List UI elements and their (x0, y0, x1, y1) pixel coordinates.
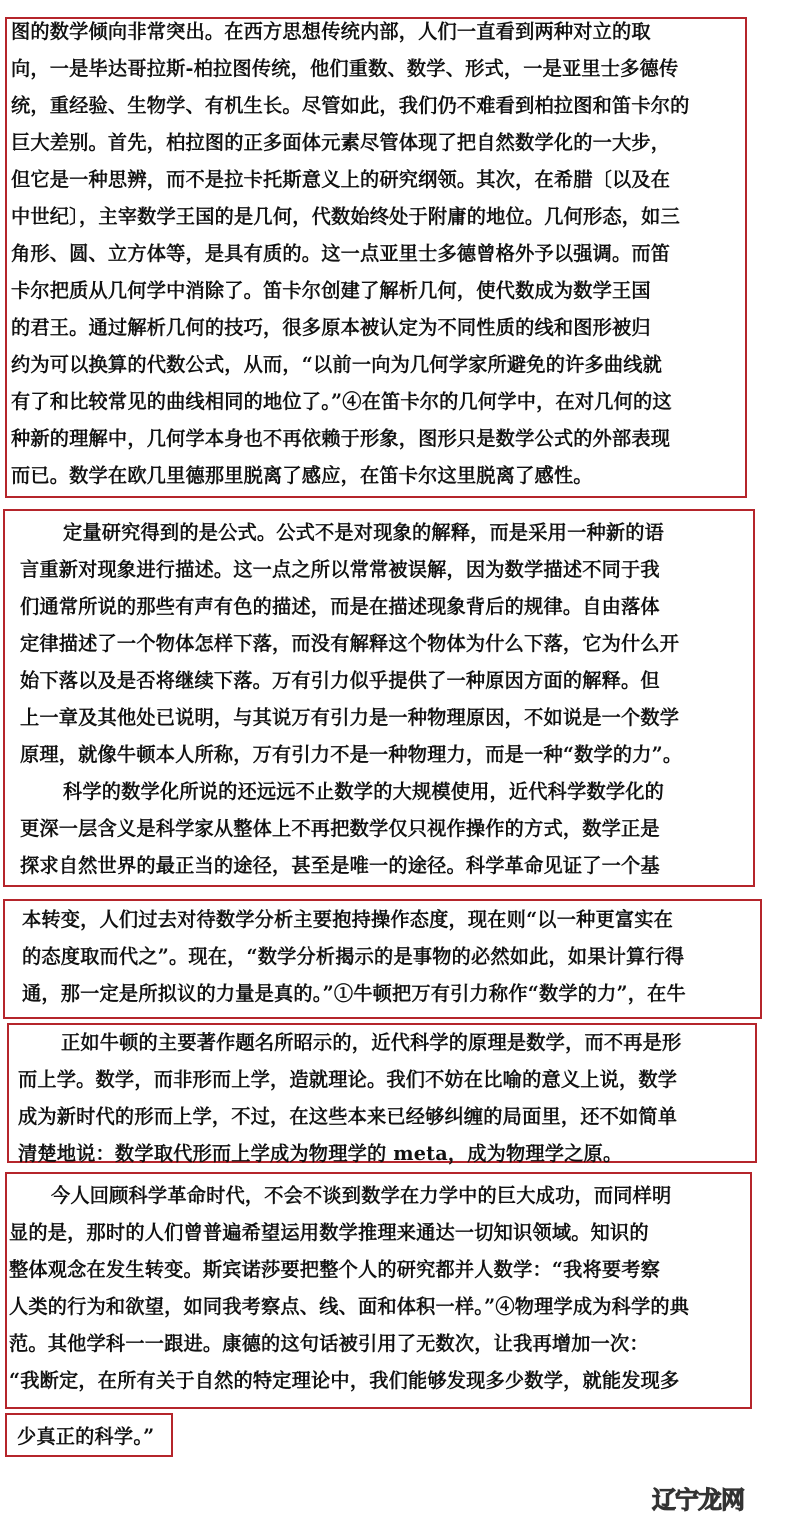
text-line: 原理，就像牛顿本人所称，万有引力不是一种物理力，而是一种“数学的力”。 (20, 743, 683, 766)
text-line: 范。其他学科一一跟进。康德的这句话被引用了无数次，让我再增加一次： (9, 1332, 649, 1355)
text-line: 显的是，那时的人们曾普遍希望运用数学推理来通达一切知识领域。知识的 (9, 1221, 649, 1244)
text-line: 正如牛顿的主要著作题名所昭示的，近代科学的原理是数学，而不再是形 (61, 1031, 682, 1054)
text-line: 向，一是毕达哥拉斯-柏拉图传统，他们重数、数学、形式，一是亚里士多德传 (11, 57, 679, 80)
text-line: 成为新时代的形而上学，不过，在这些本来已经够纠缠的局面里，还不如简单 (18, 1105, 678, 1128)
watermark-part-1: 辽宁 (652, 1486, 698, 1514)
text-line: 们通常所说的那些有声有色的描述，而是在描述现象背后的规律。自由落体 (20, 595, 660, 618)
text-line: 但它是一种思辨，而不是拉卡托斯意义上的研究纲领。其次，在希腊〔以及在 (11, 168, 671, 191)
text-line: 角形、圆、立方体等，是具有质的。这一点亚里士多德曾格外予以强调。而笛 (11, 242, 671, 265)
highlight-box-5 (5, 1172, 752, 1409)
text-line: 定律描述了一个物体怎样下落，而没有解释这个物体为什么下落，它为什么开 (20, 632, 680, 655)
text-line: 而已。数学在欧几里德那里脱离了感应，在笛卡尔这里脱离了感性。 (11, 464, 593, 487)
text-line: 始下落以及是否将继续下落。万有引力似乎提供了一种原因方面的解释。但 (20, 669, 660, 692)
text-line: 今人回顾科学革命时代，不会不谈到数学在力学中的巨大成功，而同样明 (51, 1184, 672, 1207)
site-watermark-logo (652, 1480, 744, 1515)
text-line: 种新的理解中，几何学本身也不再依赖于形象，图形只是数学公式的外部表现 (11, 427, 671, 450)
text-line: 统，重经验、生物学、有机生长。尽管如此，我们仍不难看到柏拉图和笛卡尔的 (11, 94, 690, 117)
text-line: 约为可以换算的代数公式，从而，“以前一向为几何学家所避免的许多曲线就 (11, 353, 663, 376)
text-line: 有了和比较常见的曲线相同的地位了。”④在笛卡尔的几何学中，在对几何的这 (11, 390, 672, 413)
text-line: “我断定，在所有关于自然的特定理论中，我们能够发现多少数学，就能发现多 (9, 1369, 680, 1392)
text-line: 巨大差别。首先，柏拉图的正多面体元素尽管体现了把自然数学化的一大步， (11, 131, 671, 154)
text-line: 科学的数学化所说的还远远不止数学的大规模使用，近代科学数学化的 (63, 780, 665, 803)
text-line: 通，那一定是所拟议的力量是真的。”①牛顿把万有引力称作“数学的力”，在牛 (22, 982, 686, 1005)
text-line: 言重新对现象进行描述。这一点之所以常常被误解，因为数学描述不同于我 (20, 558, 660, 581)
text-line: 卡尔把质从几何学中消除了。笛卡尔创建了解析几何，使代数成为数学王国 (11, 279, 651, 302)
text-line: 更深一层含义是科学家从整体上不再把数学仅只视作操作的方式，数学正是 (20, 817, 660, 840)
text-line: 上一章及其他处已说明，与其说万有引力是一种物理原因，不如说是一个数学 (20, 706, 680, 729)
text-line: 图的数学倾向非常突出。在西方思想传统内部，人们一直看到两种对立的取 (11, 20, 651, 43)
text-line: 人类的行为和欲望，如同我考察点、线、面和体积一样。”④物理学成为科学的典 (9, 1295, 690, 1318)
text-line: 整体观念在发生转变。斯宾诺莎要把整个人的研究都并人数学：“我将要考察 (9, 1258, 661, 1281)
highlight-box-6 (5, 1413, 173, 1457)
text-line: 中世纪〕，主宰数学王国的是几何，代数始终处于附庸的地位。几何形态，如三 (11, 205, 680, 228)
highlight-box-2 (3, 509, 755, 887)
text-line: 而上学。数学，而非形而上学，造就理论。我们不妨在比喻的意义上说，数学 (18, 1068, 678, 1091)
highlight-box-4 (7, 1023, 757, 1163)
highlight-box-3 (3, 899, 762, 1019)
watermark-part-2: 龙网 (698, 1486, 744, 1514)
text-line: 探求自然世界的最正当的途径，甚至是唯一的途径。科学革命见证了一个基 (20, 854, 660, 877)
text-line: 清楚地说：数学取代形而上学成为物理学的 meta，成为物理学之原。 (18, 1142, 623, 1165)
highlight-box-1 (5, 17, 747, 498)
text-line: 的态度取而代之”。现在，“数学分析揭示的是事物的必然如此，如果计算行得 (22, 945, 685, 968)
text-line: 定量研究得到的是公式。公式不是对现象的解释，而是采用一种新的语 (63, 521, 665, 544)
text-line: 本转变，人们过去对待数学分析主要抱持操作态度，现在则“以一种更富实在 (22, 908, 674, 931)
text-line: 的君王。通过解析几何的技巧，很多原本被认定为不同性质的线和图形被归 (11, 316, 651, 339)
text-line: 少真正的科学。” (17, 1425, 155, 1448)
